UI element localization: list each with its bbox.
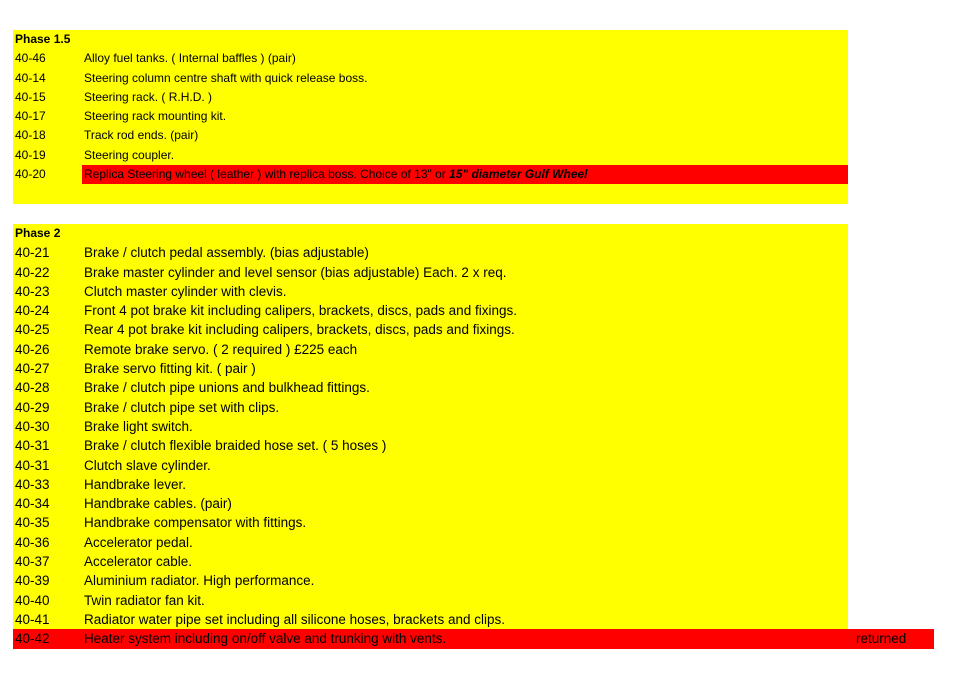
part-code: 40-28	[15, 380, 50, 396]
part-description: Alloy fuel tanks. ( Internal baffles ) (pair)	[84, 51, 296, 66]
part-code: 40-46	[15, 51, 46, 66]
part-description: Brake master cylinder and level sensor (bias adjustable) Each. 2 x req.	[84, 264, 507, 280]
table-row	[13, 146, 848, 165]
table-row	[13, 88, 848, 107]
part-code: 40-27	[15, 361, 50, 377]
blank-row	[13, 184, 848, 203]
phase-title: Phase 1.5	[13, 30, 848, 49]
table-row-highlighted	[13, 629, 934, 648]
part-code: 40-35	[15, 515, 50, 531]
phase-1-5-section	[13, 30, 848, 204]
part-description: Steering column centre shaft with quick release boss.	[84, 70, 368, 85]
table-row	[13, 69, 848, 88]
table-row	[13, 494, 848, 513]
part-description	[84, 165, 588, 184]
part-code: 40-39	[15, 573, 50, 589]
part-description: Handbrake lever.	[84, 476, 187, 492]
table-row	[13, 378, 848, 397]
part-code: 40-41	[15, 611, 50, 627]
part-code: 40-21	[15, 245, 50, 261]
part-description: Track rod ends. (pair)	[84, 128, 199, 143]
table-row	[13, 301, 848, 320]
part-code: 40-22	[15, 264, 50, 280]
table-row	[13, 340, 848, 359]
part-code: 40-34	[15, 496, 50, 512]
part-description: Clutch master cylinder with clevis.	[84, 283, 287, 299]
part-description: Brake / clutch pedal assembly. (bias adjustable)	[84, 245, 369, 261]
part-code: 40-15	[15, 89, 46, 104]
table-row	[13, 320, 848, 339]
part-code: 40-19	[15, 147, 46, 162]
table-row	[13, 533, 848, 552]
table-row	[13, 282, 848, 301]
part-description: Accelerator cable.	[84, 554, 193, 570]
part-description: Radiator water pipe set including all silicone hoses, brackets and clips.	[84, 611, 505, 627]
part-description: Accelerator pedal.	[84, 534, 193, 550]
phase-2-section	[13, 224, 907, 649]
table-row	[13, 610, 848, 629]
table-row	[13, 513, 848, 532]
part-description: Brake servo fitting kit. ( pair )	[84, 361, 256, 377]
part-description-emphasis: 15" diameter Gulf Wheel	[449, 167, 588, 182]
part-code: 40-42	[15, 631, 50, 647]
part-description: Steering coupler.	[84, 147, 175, 162]
table-row	[13, 398, 848, 417]
part-code: 40-36	[15, 534, 50, 550]
table-row	[13, 571, 848, 590]
table-row	[13, 591, 848, 610]
part-description: Brake / clutch pipe set with clips.	[84, 399, 280, 415]
part-description: Brake light switch.	[84, 418, 193, 434]
part-description: Handbrake compensator with fittings.	[84, 515, 307, 531]
part-description: Front 4 pot brake kit including calipers, brackets, discs, pads and fixings.	[84, 303, 517, 319]
part-code: 40-40	[15, 592, 50, 608]
part-description: Aluminium radiator. High performance.	[84, 573, 315, 589]
part-description-main: Replica Steering wheel ( leather ) with replica boss. Choice of 13" or	[84, 167, 450, 182]
table-row	[13, 436, 848, 455]
part-code: 40-14	[15, 70, 46, 85]
part-code: 40-31	[15, 457, 50, 473]
part-code: 40-17	[15, 109, 46, 124]
status-note: returned	[856, 631, 907, 647]
part-description: Clutch slave cylinder.	[84, 457, 211, 473]
part-code: 40-33	[15, 476, 50, 492]
part-description: Brake / clutch pipe unions and bulkhead fittings.	[84, 380, 370, 396]
part-code: 40-23	[15, 283, 50, 299]
table-row	[13, 475, 848, 494]
table-row	[13, 359, 848, 378]
table-row	[13, 126, 848, 145]
part-code: 40-26	[15, 341, 50, 357]
part-description: Steering rack. ( R.H.D. )	[84, 89, 213, 104]
part-description: Handbrake cables. (pair)	[84, 496, 232, 512]
part-code: 40-24	[15, 303, 50, 319]
part-code: 40-25	[15, 322, 50, 338]
table-row	[13, 243, 848, 262]
table-row	[13, 263, 848, 282]
part-description: Heater system including on/off valve and trunking with vents.	[84, 631, 447, 647]
part-code: 40-31	[15, 438, 50, 454]
table-row	[13, 456, 848, 475]
part-description: Remote brake servo. ( 2 required ) £225 each	[84, 341, 358, 357]
table-row	[13, 107, 848, 126]
part-code: 40-30	[15, 418, 50, 434]
part-description: Twin radiator fan kit.	[84, 592, 205, 608]
table-row	[13, 417, 848, 436]
part-description: Rear 4 pot brake kit including calipers, brackets, discs, pads and fixings.	[84, 322, 515, 338]
table-row-highlighted	[13, 165, 848, 184]
phase-title: Phase 2	[13, 224, 848, 243]
part-description: Brake / clutch flexible braided hose set. ( 5 hoses )	[84, 438, 387, 454]
part-code: 40-20	[15, 167, 46, 182]
table-row	[13, 49, 848, 68]
part-code: 40-18	[15, 128, 46, 143]
part-description: Steering rack mounting kit.	[84, 109, 227, 124]
table-row	[13, 552, 848, 571]
part-code: 40-29	[15, 399, 50, 415]
part-code: 40-37	[15, 554, 50, 570]
